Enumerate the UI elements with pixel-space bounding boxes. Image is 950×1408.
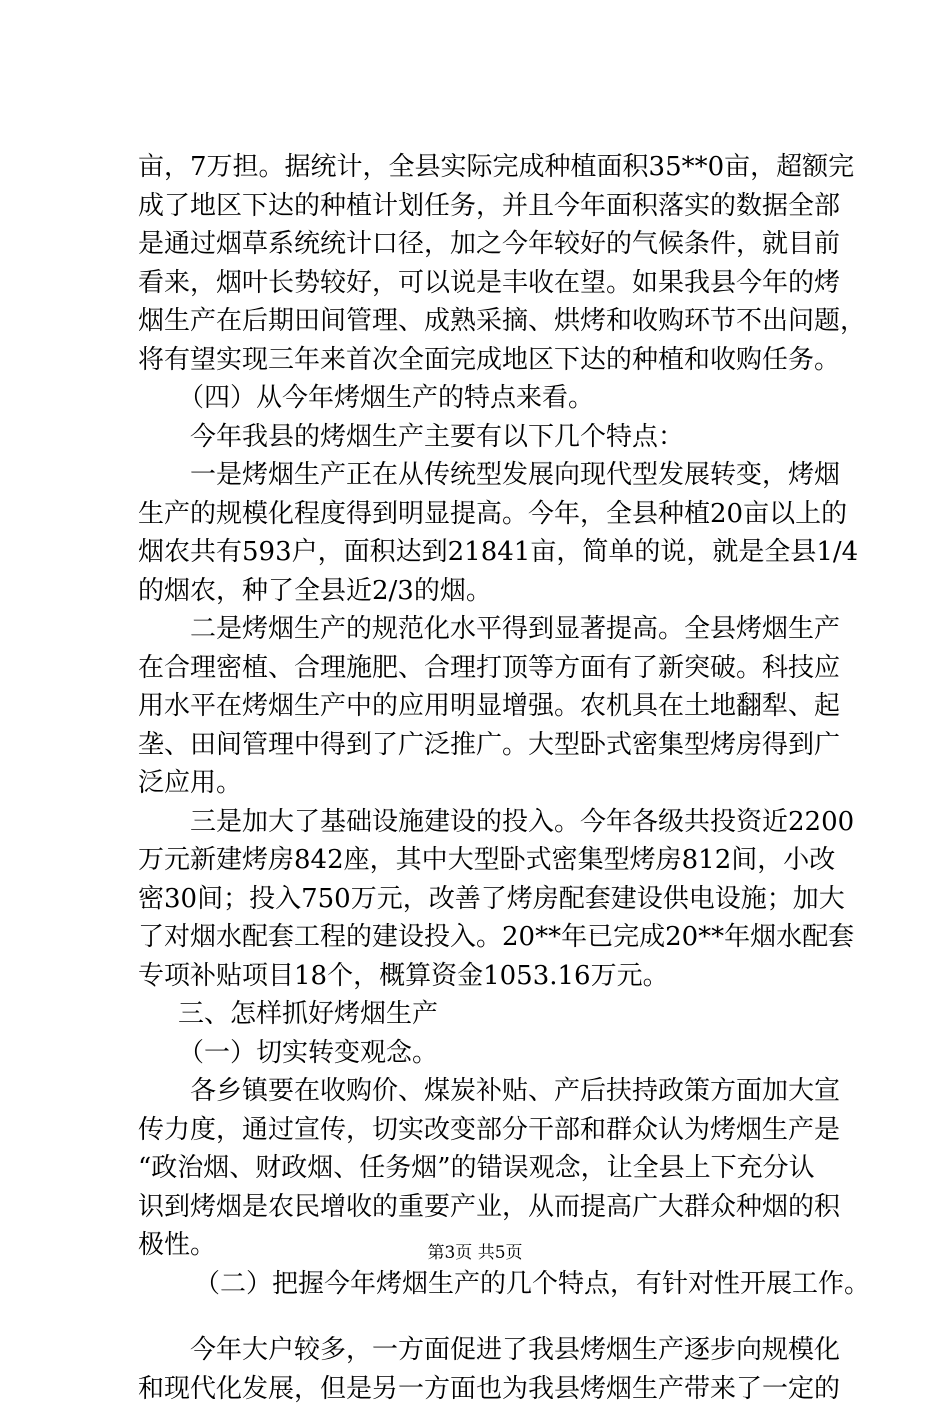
text-line: 了对烟水配套工程的建设投入。20**年已完成20**年烟水配套 [138,918,834,957]
text-line: “政治烟、财政烟、任务烟”的错误观念，让全县上下充分认 [138,1149,834,1188]
document-body [138,148,834,1408]
section-heading: 三、怎样抓好烤烟生产 [138,995,834,1034]
text-line: 专项补贴项目18个，概算资金1053.16万元。 [138,957,834,996]
text-line: 今年大户较多，一方面促进了我县烤烟生产逐步向规模化 [138,1331,834,1370]
text-line: 看来，烟叶长势较好，可以说是丰收在望。如果我县今年的烤 [138,264,834,303]
text-line: 烟生产在后期田间管理、成熟采摘、烘烤和收购环节不出问题， [138,302,834,341]
page-footer: 第3页 共5页 [0,1242,950,1264]
text-line: 二是烤烟生产的规范化水平得到显著提高。全县烤烟生产 [138,610,834,649]
text-line: 识到烤烟是农民增收的重要产业，从而提高广大群众种烟的积 [138,1188,834,1227]
text-line: 亩，7万担。据统计，全县实际完成种植面积35**0亩，超额完 [138,148,834,187]
text-line: 用水平在烤烟生产中的应用明显增强。农机具在土地翻犁、起 [138,687,834,726]
text-line: 在合理密植、合理施肥、合理打顶等方面有了新突破。科技应 [138,649,834,688]
text-line: 极性。 [138,1226,834,1265]
section-heading: （一）切实转变观念。 [138,1034,834,1073]
text-line: 一是烤烟生产正在从传统型发展向现代型发展转变，烤烟 [138,456,834,495]
text-line: 和现代化发展，但是另一方面也为我县烤烟生产带来了一定的 [138,1370,834,1408]
text-line: 垄、田间管理中得到了广泛推广。大型卧式密集型烤房得到广 [138,726,834,765]
text-line: 万元新建烤房842座，其中大型卧式密集型烤房812间，小改 [138,841,834,880]
text-line: 生产的规模化程度得到明显提高。今年，全县种植20亩以上的 [138,495,834,534]
text-line: 将有望实现三年来首次全面完成地区下达的种植和收购任务。 [138,341,834,380]
text-line: 泛应用。 [138,764,834,803]
section-heading: （二）把握今年烤烟生产的几个特点，有针对性开展工作。 [138,1265,834,1304]
text-line: 烟农共有593户，面积达到21841亩，简单的说，就是全县1/4 [138,533,834,572]
text-line: 三是加大了基础设施建设的投入。今年各级共投资近2200 [138,803,834,842]
text-line: 传力度，通过宣传，切实改变部分干部和群众认为烤烟生产是 [138,1111,834,1150]
section-heading: （四）从今年烤烟生产的特点来看。 [138,379,834,418]
text-line: 各乡镇要在收购价、煤炭补贴、产后扶持政策方面加大宣 [138,1072,834,1111]
text-line: 密30间；投入750万元，改善了烤房配套建设供电设施；加大 [138,880,834,919]
text-line: 今年我县的烤烟生产主要有以下几个特点： [138,418,834,457]
paragraph-gap [138,1303,834,1331]
text-line: 成了地区下达的种植计划任务，并且今年面积落实的数据全部 [138,187,834,226]
text-line: 的烟农，种了全县近2/3的烟。 [138,572,834,611]
text-line: 是通过烟草系统统计口径，加之今年较好的气候条件，就目前 [138,225,834,264]
